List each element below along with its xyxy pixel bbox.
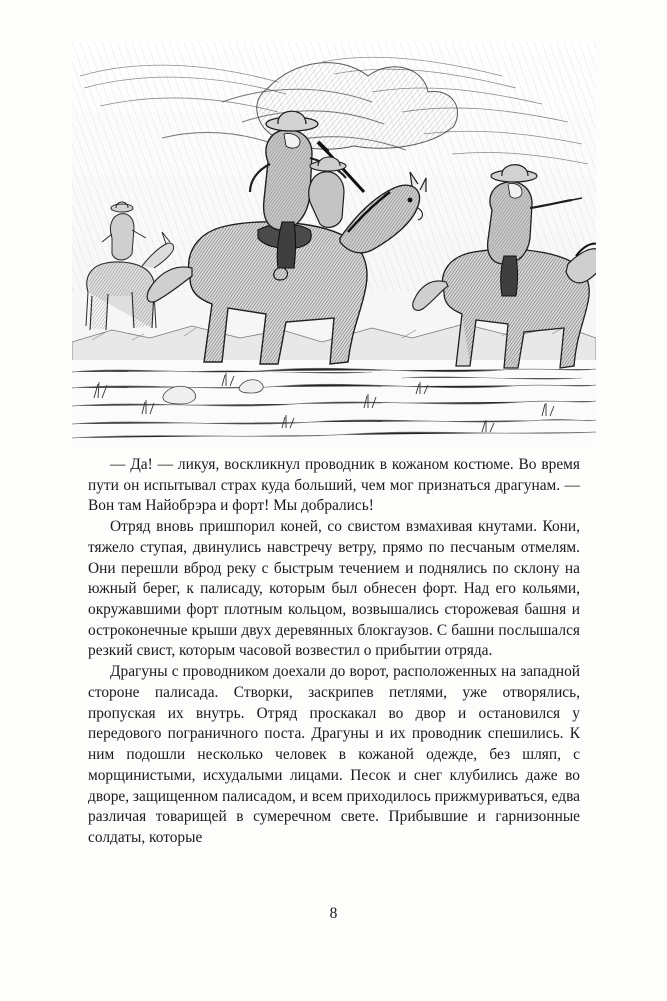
- paragraph-1: — Да! — ликуя, воскликнул проводник в кожаном костюме. Во время пути он испытывал страх куда больший, чем мог признаться драгунам. — Вон там Найобрэра и форт! Мы добрались!: [88, 456, 580, 515]
- paragraph-2: Отряд вновь пришпорил коней, со свистом взмахивая кнутами. Кони, тяжело ступая, двинулись навстречу ветру, прямо по песчаным отмелям. Они перешли вброд реку с быстрым течением и поднялись по склону на южный берег, к палисаду, которым был обнесен форт. Над его кольями, окружавшими форт плотным кольцом, возвышались сторожевая башня и остроконечные крыши двух деревянных блокгаузов. С башни послышался резкий свист, которым часовой возвестил о прибытии отряда.: [88, 518, 580, 660]
- paragraph-3: Драгуны с проводником доехали до ворот, расположенных на западной стороне палисада. Створки, заскрипев петлями, уже отворялись, пропуская их внутрь. Отряд проскакал во двор и остановился у передового пограничного поста. Драгуны и их проводник спешились. К ним подошли несколько человек в кожаной одежде, без шляп, с морщинистыми, исхудалыми лицами. Песок и снег клубились даже во дворе, защищенном палисадом, и всем приходилось прижмуриваться, едва различая товарищей в сумеречном свете. Прибывшие и гарнизонные солдаты, которые: [88, 663, 580, 846]
- illustration-dragoons-on-horseback: [72, 42, 596, 442]
- page-number: 8: [329, 905, 338, 922]
- body-text: [88, 455, 580, 849]
